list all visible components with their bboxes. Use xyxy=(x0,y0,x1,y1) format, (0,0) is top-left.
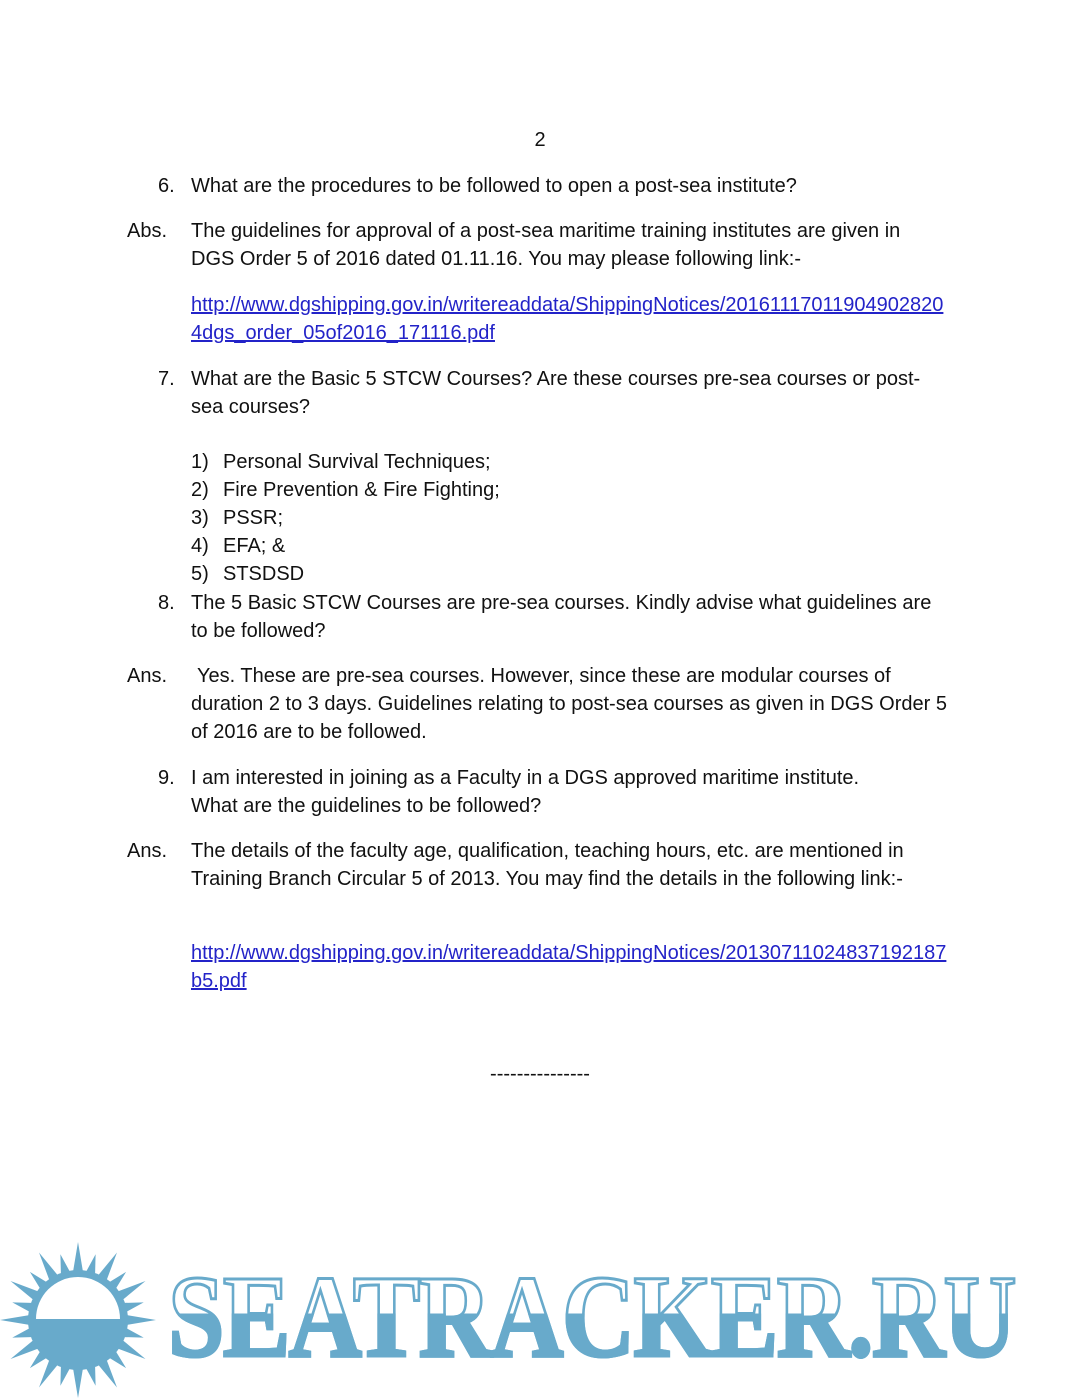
question-text: The 5 Basic STCW Courses are pre-sea courses. Kindly advise what guidelines are to be followed? xyxy=(191,592,932,642)
list-item: 5) STSDSD xyxy=(191,563,305,585)
question-text: What are the Basic 5 STCW Courses? Are these courses pre-sea courses or post-sea courses? xyxy=(191,368,921,418)
question-number: 7. xyxy=(158,368,175,390)
answer-text: Yes. These are pre-sea courses. However, since these are modular courses of duration 2 to 3 days. Guidelines relating to post-sea courses as given in DGS Order 5 of 2016 are to be followed. xyxy=(191,665,947,743)
separator: --------------- xyxy=(490,1063,590,1085)
dgs-order-link[interactable]: http://www.dgshipping.gov.in/writereaddata/ShippingNotices/201611170119049028204dgs_order_05of2016_171116.pdf xyxy=(191,294,944,344)
answer-label: Abs. xyxy=(127,220,168,242)
list-item: 4) EFA; & xyxy=(191,535,286,557)
question-text: What are the procedures to be followed to open a post-sea institute? xyxy=(191,175,797,197)
sun-icon xyxy=(0,1238,160,1398)
training-circular-link[interactable]: http://www.dgshipping.gov.in/writereaddata/ShippingNotices/20130711024837192187b5.pdf xyxy=(191,942,947,992)
list-item: 2) Fire Prevention & Fire Fighting; xyxy=(191,479,500,501)
answer-text-line1: The guidelines for approval of a post-sea maritime training institutes are given in xyxy=(191,220,901,242)
answer-label: Ans. xyxy=(127,665,168,687)
watermark-text: SEATRACKER.RU xyxy=(168,1251,1015,1382)
answer-text: The details of the faculty age, qualification, teaching hours, etc. are mentioned in Training Branch Circular 5 of 2013. You may find the details in the following link:- xyxy=(191,840,904,890)
question-text: I am interested in joining as a Faculty in a DGS approved maritime institute. What are the guidelines to be followed? xyxy=(191,767,860,817)
question-number: 8. xyxy=(158,592,175,614)
list-item: 1) Personal Survival Techniques; xyxy=(191,451,491,473)
question-number: 6. xyxy=(158,175,175,197)
list-item: 3) PSSR; xyxy=(191,507,284,529)
answer-text-line2: DGS Order 5 of 2016 dated 01.11.16. You may please following link:- xyxy=(191,248,802,270)
page-number: 2 xyxy=(534,129,546,151)
answer-label: Ans. xyxy=(127,840,168,862)
question-number: 9. xyxy=(158,767,175,789)
